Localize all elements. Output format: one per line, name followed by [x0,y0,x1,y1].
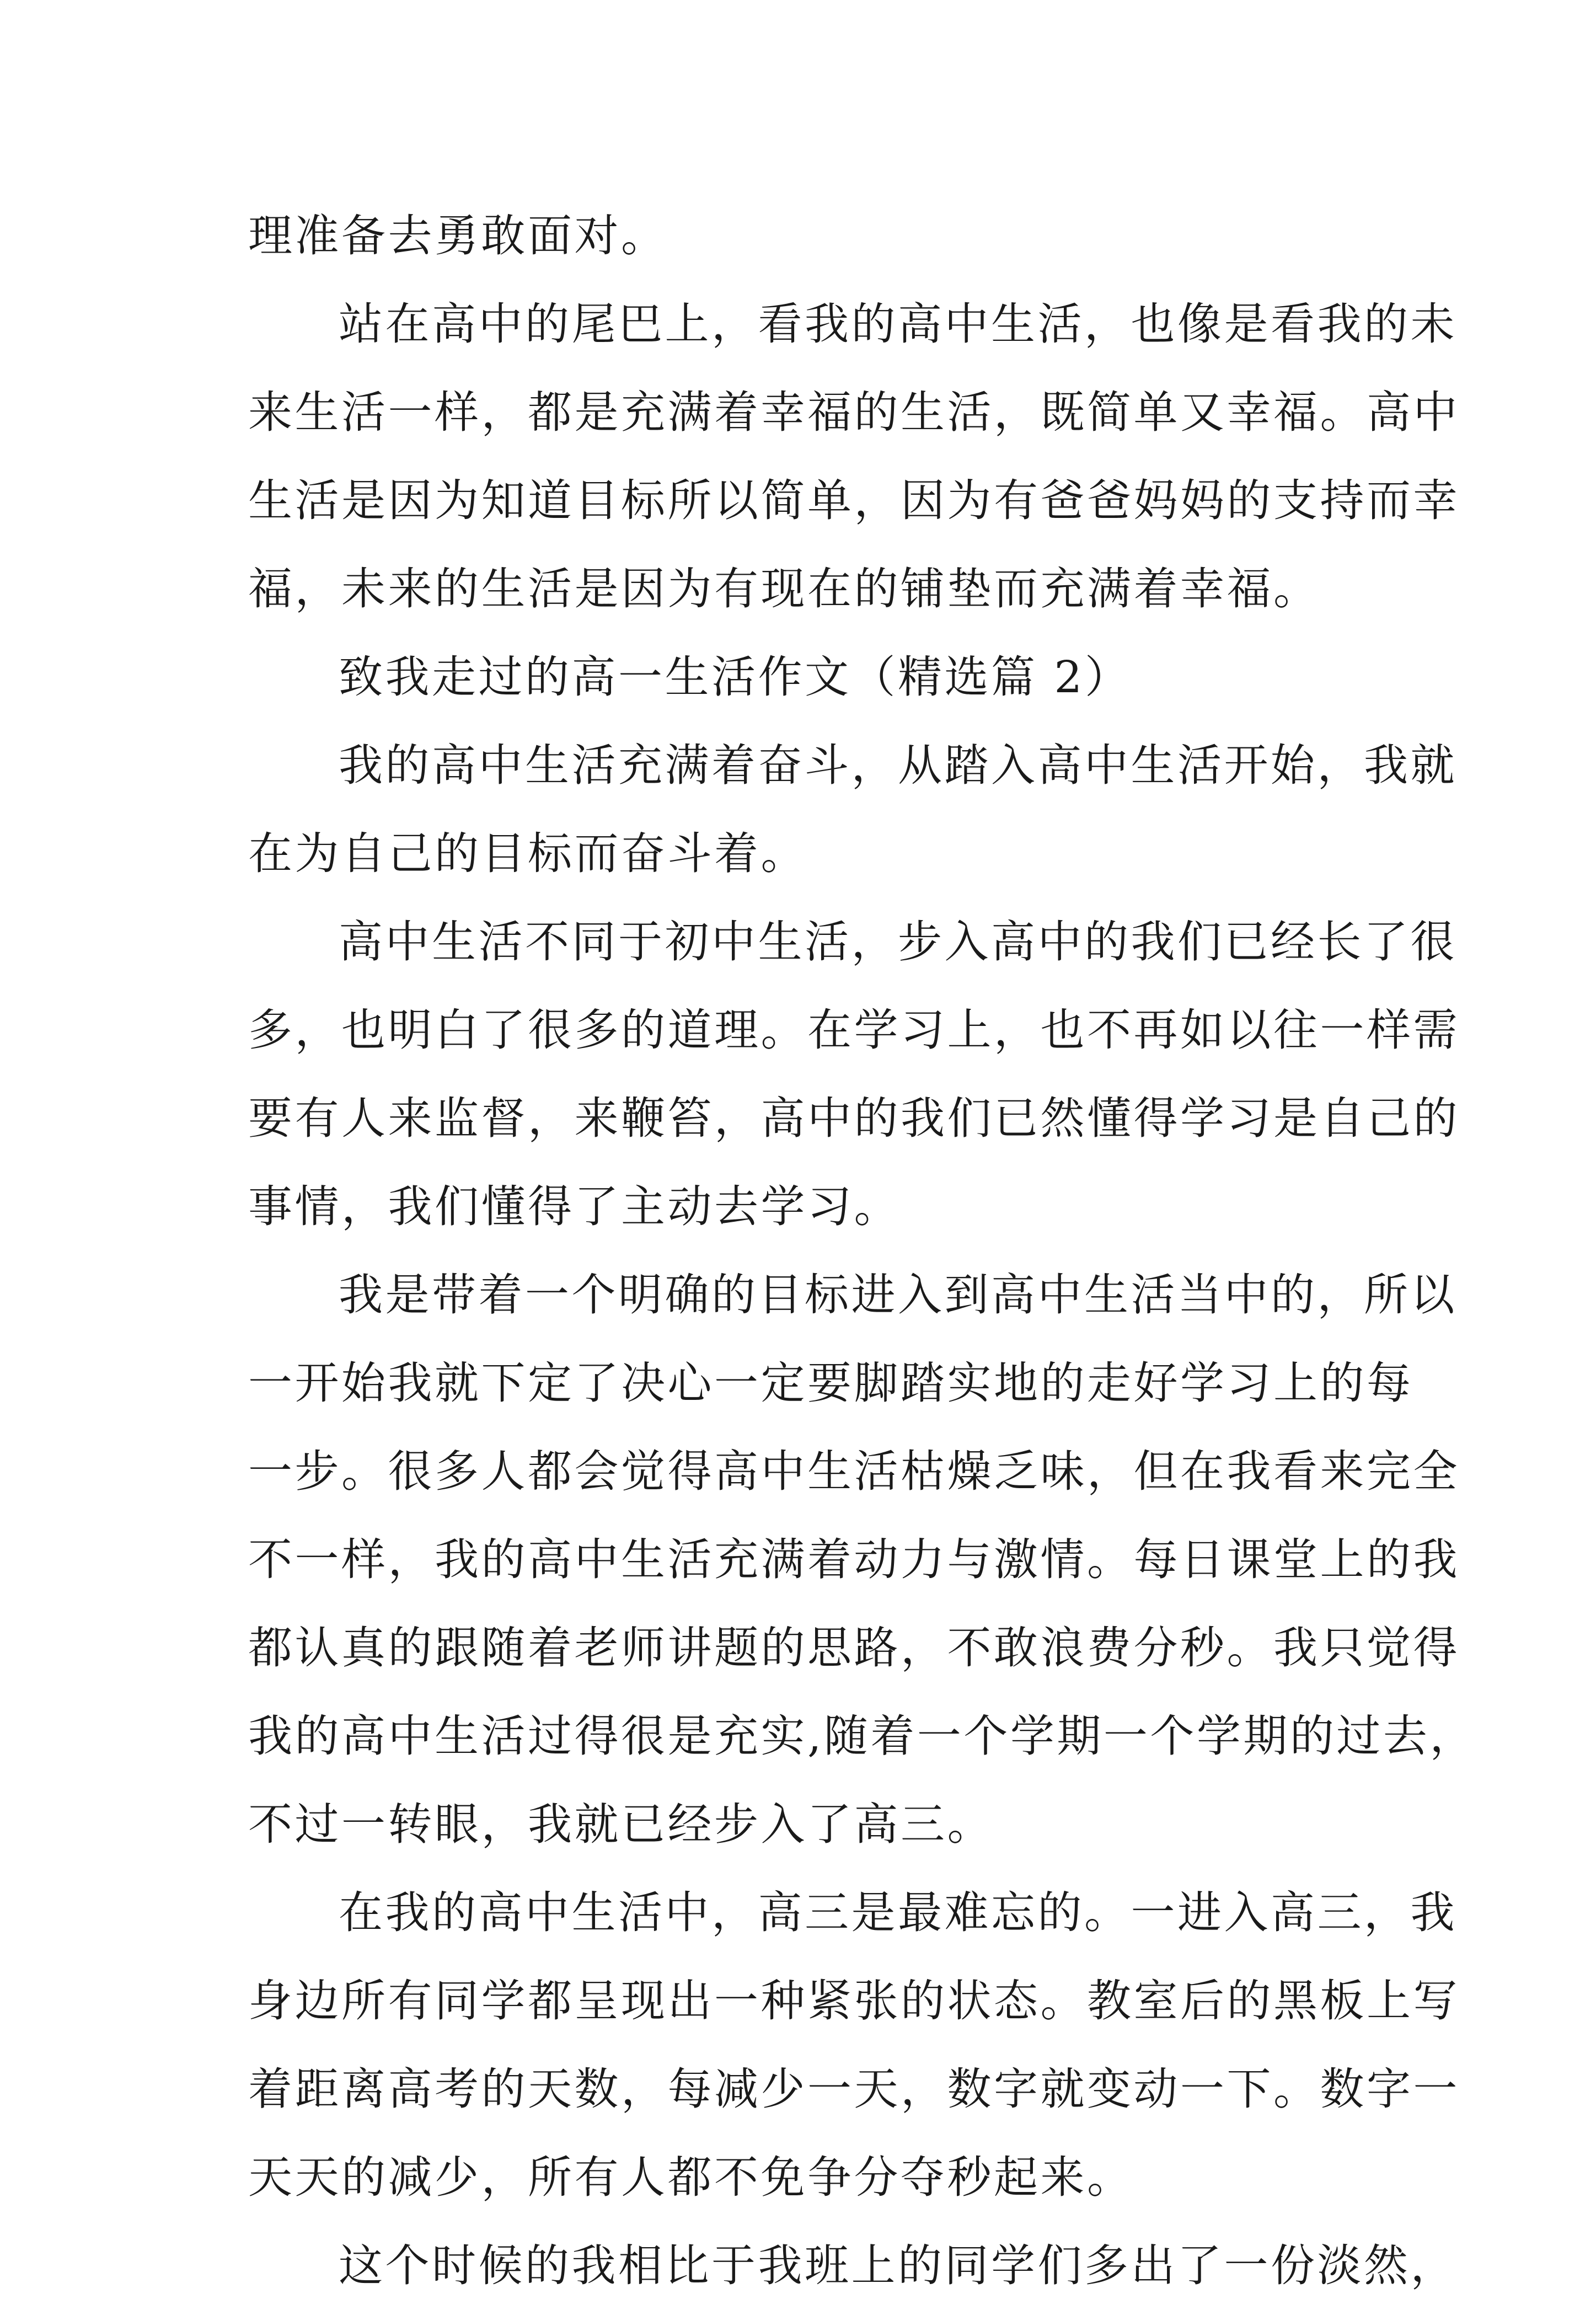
text-line: 事情，我们懂得了主动去学习。 [248,1181,901,1232]
text-line: 在我的高中生活中，高三是最难忘的。一进入高三，我 [339,1887,1457,1938]
text-line: 都认真的跟随着老师讲题的思路，不敢浪费分秒。我只觉得 [248,1622,1460,1673]
text-line: 多，也明白了很多的道理。在学习上，也不再如以往一样需 [248,1004,1460,1056]
text-line: 这个时候的我相比于我班上的同学们多出了一份淡然， [339,2240,1457,2291]
text-line: 福，未来的生活是因为有现在的铺垫而充满着幸福。 [248,563,1320,614]
section-heading: 致我走过的高一生活作文（精选篇 2） [339,651,1132,703]
text-line: 一步。很多人都会觉得高中生活枯燥乏味，但在我看来完全 [248,1446,1460,1497]
text-line: 要有人来监督，来鞭笞，高中的我们已然懂得学习是自己的 [248,1093,1460,1144]
text-line: 我是带着一个明确的目标进入到高中生活当中的，所以 [339,1269,1457,1320]
text-line: 天天的减少，所有人都不免争分夺秒起来。 [248,2152,1134,2203]
text-line: 站在高中的尾巴上，看我的高中生活，也像是看我的未 [339,298,1457,350]
text-line: 一开始我就下定了决心一定要脚踏实地的走好学习上的每 [248,1357,1413,1409]
text-line: 着距离高考的天数，每减少一天，数字就变动一下。数字一 [248,2063,1460,2115]
text-line: 高中生活不同于初中生活，步入高中的我们已经长了很 [339,916,1457,967]
text-line: 生活是因为知道目标所以简单，因为有爸爸妈妈的支持而幸 [248,475,1460,526]
text-line: 在为自己的目标而奋斗着。 [248,828,807,879]
text-line: 理准备去勇敢面对。 [248,210,668,261]
text-line: 我的高中生活过得很是充实,随着一个学期一个学期的过去， [248,1710,1476,1762]
text-line: 不一样，我的高中生活充满着动力与激情。每日课堂上的我 [248,1534,1460,1585]
text-line: 不过一转眼，我就已经步入了高三。 [248,1799,994,1850]
text-body [248,192,1476,2310]
text-line: 来生活一样，都是充满着幸福的生活，既简单又幸福。高中 [248,387,1460,438]
text-line: 我的高中生活充满着奋斗，从踏入高中生活开始，我就 [339,740,1457,791]
text-line: 身边所有同学都呈现出一种紧张的状态。教室后的黑板上写 [248,1975,1460,2026]
